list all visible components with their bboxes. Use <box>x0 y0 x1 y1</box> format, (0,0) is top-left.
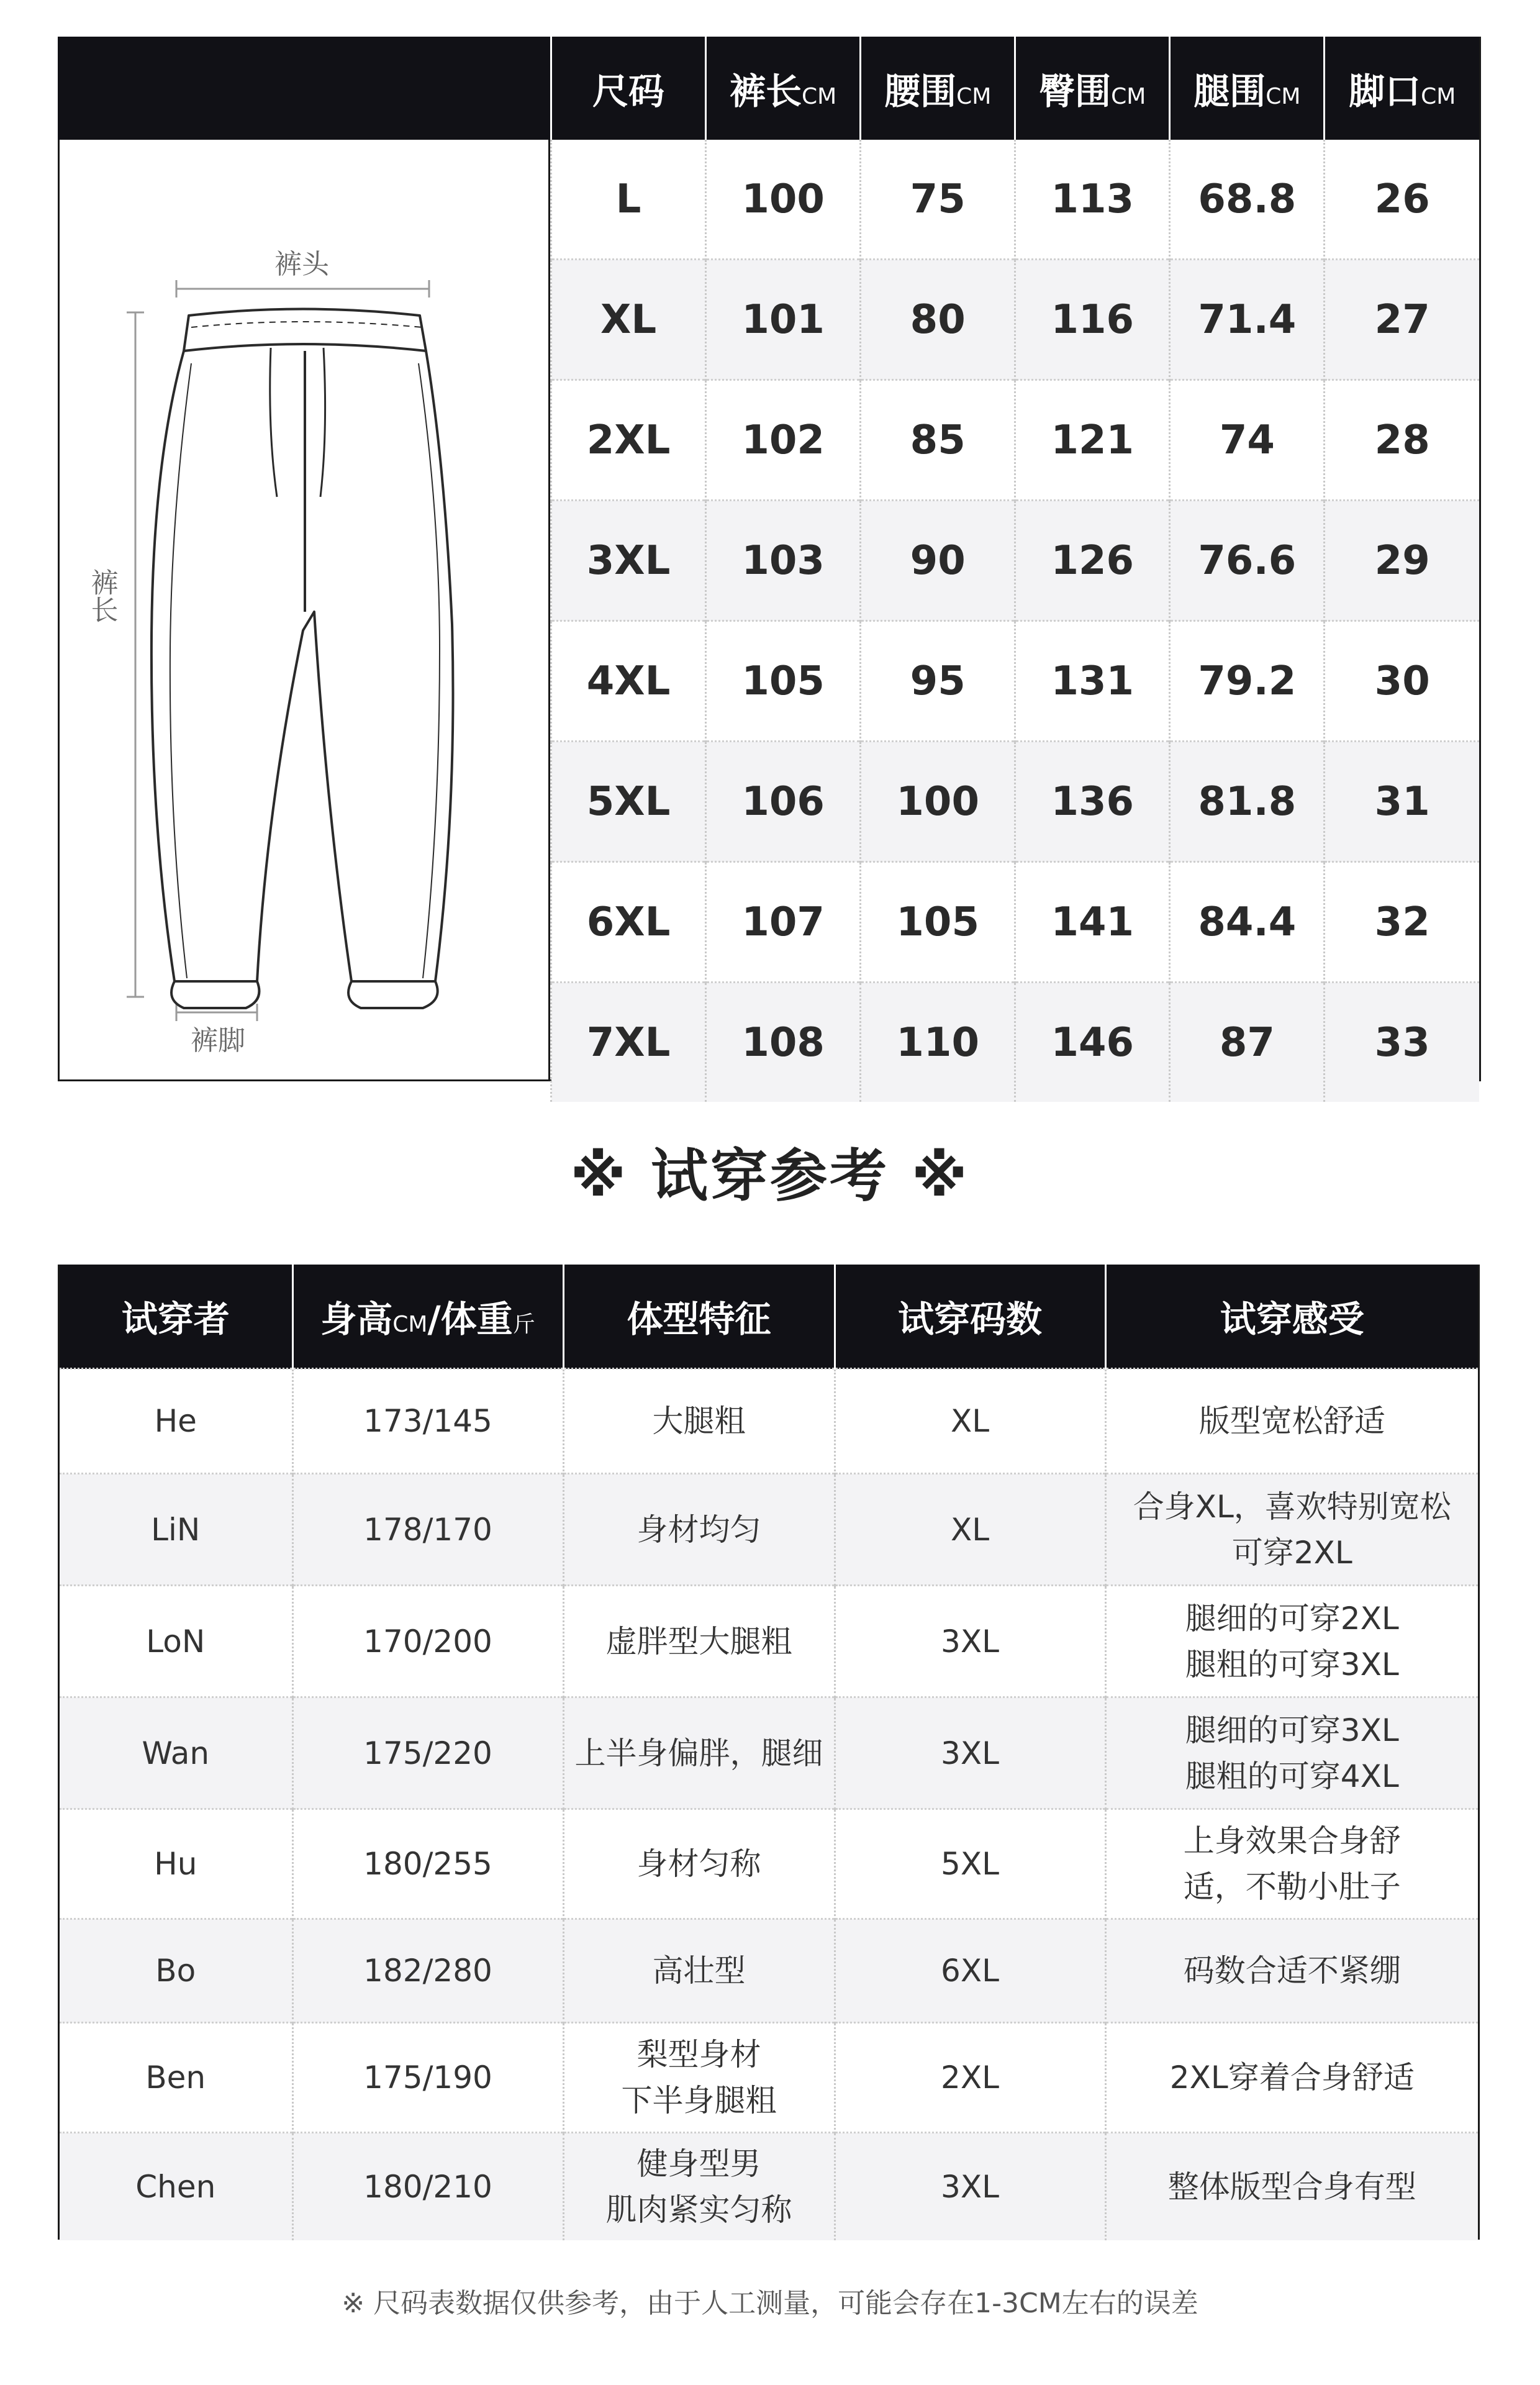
size-cell: 7XL <box>551 983 706 1102</box>
size-cell: 141 <box>1015 862 1170 983</box>
fit-feeling <box>1105 1369 1478 1474</box>
pants-outline-illustration <box>60 140 548 1079</box>
size-cell: 26 <box>1325 140 1479 260</box>
size-cell: 5XL <box>551 742 706 862</box>
pants-diagram <box>58 140 550 1081</box>
tried-size: 3XL <box>835 1586 1105 1697</box>
height-weight: 175/220 <box>292 1697 563 1809</box>
tester-name: Bo <box>60 1919 292 2023</box>
body-type <box>563 2023 835 2133</box>
col-hem: 脚口CM <box>1325 37 1479 140</box>
fit-row <box>60 2133 1478 2240</box>
col-body-type: 体型特征 <box>563 1265 835 1369</box>
size-cell: 2XL <box>551 380 706 501</box>
body-type-line: 梨型身材 <box>636 2037 761 2073</box>
size-cell: 29 <box>1325 501 1479 621</box>
size-cell: 146 <box>1015 983 1170 1102</box>
size-cell: 81.8 <box>1170 742 1325 862</box>
size-cell: 30 <box>1325 621 1479 742</box>
body-type-line: 身材均匀 <box>636 1511 761 1548</box>
fit-row <box>60 1369 1478 1474</box>
body-type-line: 下半身腿粗 <box>621 2083 777 2119</box>
height-weight: 182/280 <box>292 1919 563 2023</box>
height-weight: 178/170 <box>292 1474 563 1586</box>
size-row <box>551 380 1480 501</box>
size-cell: 113 <box>1015 140 1170 260</box>
body-type-line: 身材匀称 <box>636 1846 761 1882</box>
body-type <box>563 1809 835 1919</box>
fit-feeling-line: 2XL穿着合身舒适 <box>1169 2060 1415 2096</box>
size-cell: 100 <box>861 742 1015 862</box>
tried-size: XL <box>835 1474 1105 1586</box>
measurement-note: ※ 尺码表数据仅供参考，由于人工测量，可能会存在1-3CM左右的误差 <box>342 2287 1198 2319</box>
col-tester: 试穿者 <box>60 1265 292 1369</box>
tester-name: LiN <box>60 1474 292 1586</box>
size-row <box>551 862 1480 983</box>
fit-feeling-line: 上身效果合身舒 <box>1183 1823 1401 1859</box>
size-row <box>551 983 1480 1102</box>
size-row <box>551 742 1480 862</box>
height-weight: 170/200 <box>292 1586 563 1697</box>
fit-feeling-line: 腿细的可穿2XL <box>1185 1600 1399 1637</box>
size-table <box>550 37 1479 1102</box>
col-hip: 臀围CM <box>1015 37 1170 140</box>
fit-row <box>60 1697 1478 1809</box>
fit-reference <box>58 1265 1480 2240</box>
fit-feeling-line: 版型宽松舒适 <box>1198 1403 1385 1439</box>
height-weight: 175/190 <box>292 2023 563 2133</box>
body-type-line: 大腿粗 <box>652 1403 746 1439</box>
size-cell: 32 <box>1325 862 1479 983</box>
fit-feeling <box>1105 1919 1478 2023</box>
size-cell: 76.6 <box>1170 501 1325 621</box>
size-cell: 31 <box>1325 742 1479 862</box>
size-cell: 121 <box>1015 380 1170 501</box>
size-row <box>551 621 1480 742</box>
tried-size: XL <box>835 1369 1105 1474</box>
fit-row <box>60 2023 1478 2133</box>
size-cell: 116 <box>1015 260 1170 380</box>
size-cell: 68.8 <box>1170 140 1325 260</box>
size-cell: 79.2 <box>1170 621 1325 742</box>
size-row <box>551 140 1480 260</box>
fit-feeling <box>1105 1697 1478 1809</box>
body-type-line: 高壮型 <box>652 1953 746 1989</box>
size-cell: 71.4 <box>1170 260 1325 380</box>
tester-name: He <box>60 1369 292 1474</box>
fit-feeling-line: 整体版型合身有型 <box>1167 2168 1416 2205</box>
body-type <box>563 1919 835 2023</box>
fit-row <box>60 1919 1478 2023</box>
body-type-line: 虚胖型大腿粗 <box>605 1623 792 1660</box>
size-cell: 3XL <box>551 501 706 621</box>
tester-name: Ben <box>60 2023 292 2133</box>
size-cell: 126 <box>1015 501 1170 621</box>
waistband-label: 裤头 <box>274 248 329 280</box>
fit-feeling <box>1105 1474 1478 1586</box>
tried-size: 2XL <box>835 2023 1105 2133</box>
col-feeling: 试穿感受 <box>1105 1265 1478 1369</box>
size-cell: 136 <box>1015 742 1170 862</box>
tried-size: 5XL <box>835 1809 1105 1919</box>
fit-reference-title: ※ 试穿参考 ※ <box>570 1143 970 1209</box>
size-cell: 108 <box>706 983 861 1102</box>
size-row <box>551 501 1480 621</box>
size-cell: 28 <box>1325 380 1479 501</box>
size-cell: 105 <box>861 862 1015 983</box>
col-tried-size: 试穿码数 <box>835 1265 1105 1369</box>
col-height-weight: 身高CM/体重斤 <box>292 1265 563 1369</box>
size-cell: 103 <box>706 501 861 621</box>
size-cell: 101 <box>706 260 861 380</box>
fit-feeling-line: 合身XL，喜欢特别宽松 <box>1133 1488 1451 1525</box>
fit-feeling-line: 码数合适不紧绷 <box>1183 1953 1401 1989</box>
tester-name: LoN <box>60 1586 292 1697</box>
size-cell: 87 <box>1170 983 1325 1102</box>
size-cell: 85 <box>861 380 1015 501</box>
fit-row <box>60 1809 1478 1919</box>
size-row <box>551 260 1480 380</box>
fit-feeling <box>1105 2023 1478 2133</box>
size-cell: 80 <box>861 260 1015 380</box>
fit-feeling-line: 可穿2XL <box>1231 1534 1352 1571</box>
tried-size: 3XL <box>835 2133 1105 2240</box>
height-weight: 180/255 <box>292 1809 563 1919</box>
tester-name: Hu <box>60 1809 292 1919</box>
size-chart <box>58 37 1481 1081</box>
fit-feeling <box>1105 1586 1478 1697</box>
size-cell: 33 <box>1325 983 1479 1102</box>
height-weight: 173/145 <box>292 1369 563 1474</box>
tester-name: Wan <box>60 1697 292 1809</box>
fit-feeling <box>1105 2133 1478 2240</box>
size-cell: 84.4 <box>1170 862 1325 983</box>
size-cell: 131 <box>1015 621 1170 742</box>
tried-size: 6XL <box>835 1919 1105 2023</box>
size-cell: 102 <box>706 380 861 501</box>
size-cell: 107 <box>706 862 861 983</box>
height-weight: 180/210 <box>292 2133 563 2240</box>
body-type <box>563 1586 835 1697</box>
size-cell: 95 <box>861 621 1015 742</box>
col-length: 裤长CM <box>706 37 861 140</box>
col-waist: 腰围CM <box>861 37 1015 140</box>
hem-label: 裤脚 <box>191 1025 245 1056</box>
size-cell: 105 <box>706 621 861 742</box>
fit-table <box>60 1265 1478 2240</box>
length-label: 裤长 <box>86 568 118 623</box>
col-thigh: 腿围CM <box>1170 37 1325 140</box>
fit-feeling <box>1105 1809 1478 1919</box>
size-cell: 27 <box>1325 260 1479 380</box>
size-cell: 100 <box>706 140 861 260</box>
body-type <box>563 1474 835 1586</box>
fit-row <box>60 1586 1478 1697</box>
body-type-line: 健身型男 <box>636 2145 761 2182</box>
col-size: 尺码 <box>551 37 706 140</box>
size-cell: 106 <box>706 742 861 862</box>
body-type-line: 肌肉紧实匀称 <box>605 2191 792 2228</box>
tester-name: Chen <box>60 2133 292 2240</box>
size-cell: 110 <box>861 983 1015 1102</box>
fit-feeling-line: 腿粗的可穿3XL <box>1185 1646 1399 1683</box>
body-type <box>563 1369 835 1474</box>
body-type <box>563 1697 835 1809</box>
size-table-header <box>551 37 1480 140</box>
body-type-line: 上半身偏胖，腿细 <box>574 1735 823 1771</box>
tried-size: 3XL <box>835 1697 1105 1809</box>
size-cell: 74 <box>1170 380 1325 501</box>
size-cell: L <box>551 140 706 260</box>
size-cell: XL <box>551 260 706 380</box>
size-cell: 90 <box>861 501 1015 621</box>
body-type <box>563 2133 835 2240</box>
size-cell: 4XL <box>551 621 706 742</box>
fit-feeling-line: 腿粗的可穿4XL <box>1185 1758 1399 1794</box>
fit-feeling-line: 适，不勒小肚子 <box>1183 1869 1401 1905</box>
fit-table-header <box>60 1265 1478 1369</box>
fit-feeling-line: 腿细的可穿3XL <box>1185 1712 1399 1748</box>
size-cell: 6XL <box>551 862 706 983</box>
size-table-wrapper <box>550 37 1481 1081</box>
fit-row <box>60 1474 1478 1586</box>
size-cell: 75 <box>861 140 1015 260</box>
